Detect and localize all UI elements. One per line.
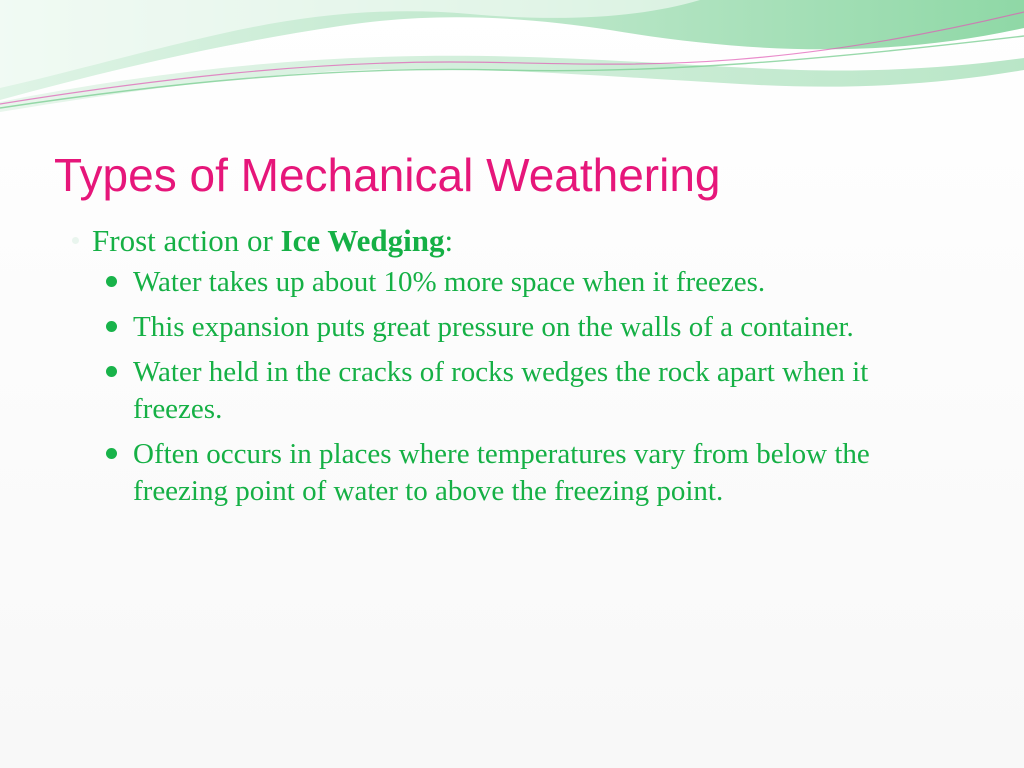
bullet-item	[133, 264, 970, 301]
lead-text-before: Frost action or	[92, 223, 281, 258]
bullet-text: Often occurs in places where temperatures vary from below the freezing point of water to above the freezing point.	[133, 438, 870, 507]
bullet-text: Water takes up about 10% more space when it freezes.	[133, 266, 766, 298]
bullet-dot-icon	[106, 276, 117, 287]
bullet-item	[133, 436, 970, 510]
decorative-wave-header	[0, 0, 1024, 130]
lead-bullet-icon	[72, 237, 79, 244]
lead-text-after: :	[444, 223, 454, 258]
bullet-item	[133, 354, 970, 428]
bullet-dot-icon	[106, 448, 117, 459]
slide-body	[70, 220, 970, 518]
bullet-dot-icon	[106, 366, 117, 377]
bullet-text: Water held in the cracks of rocks wedges the rock apart when it freezes.	[133, 356, 869, 425]
bullet-list	[70, 264, 970, 510]
wave-band-lower	[0, 56, 1024, 112]
lead-line	[70, 220, 970, 262]
lead-bold-term: Ice Wedging	[280, 223, 445, 258]
bullet-item	[133, 309, 970, 346]
slide-title: Types of Mechanical Weathering	[54, 149, 721, 201]
bullet-dot-icon	[106, 321, 117, 332]
bullet-text: This expansion puts great pressure on the walls of a container.	[133, 311, 854, 343]
